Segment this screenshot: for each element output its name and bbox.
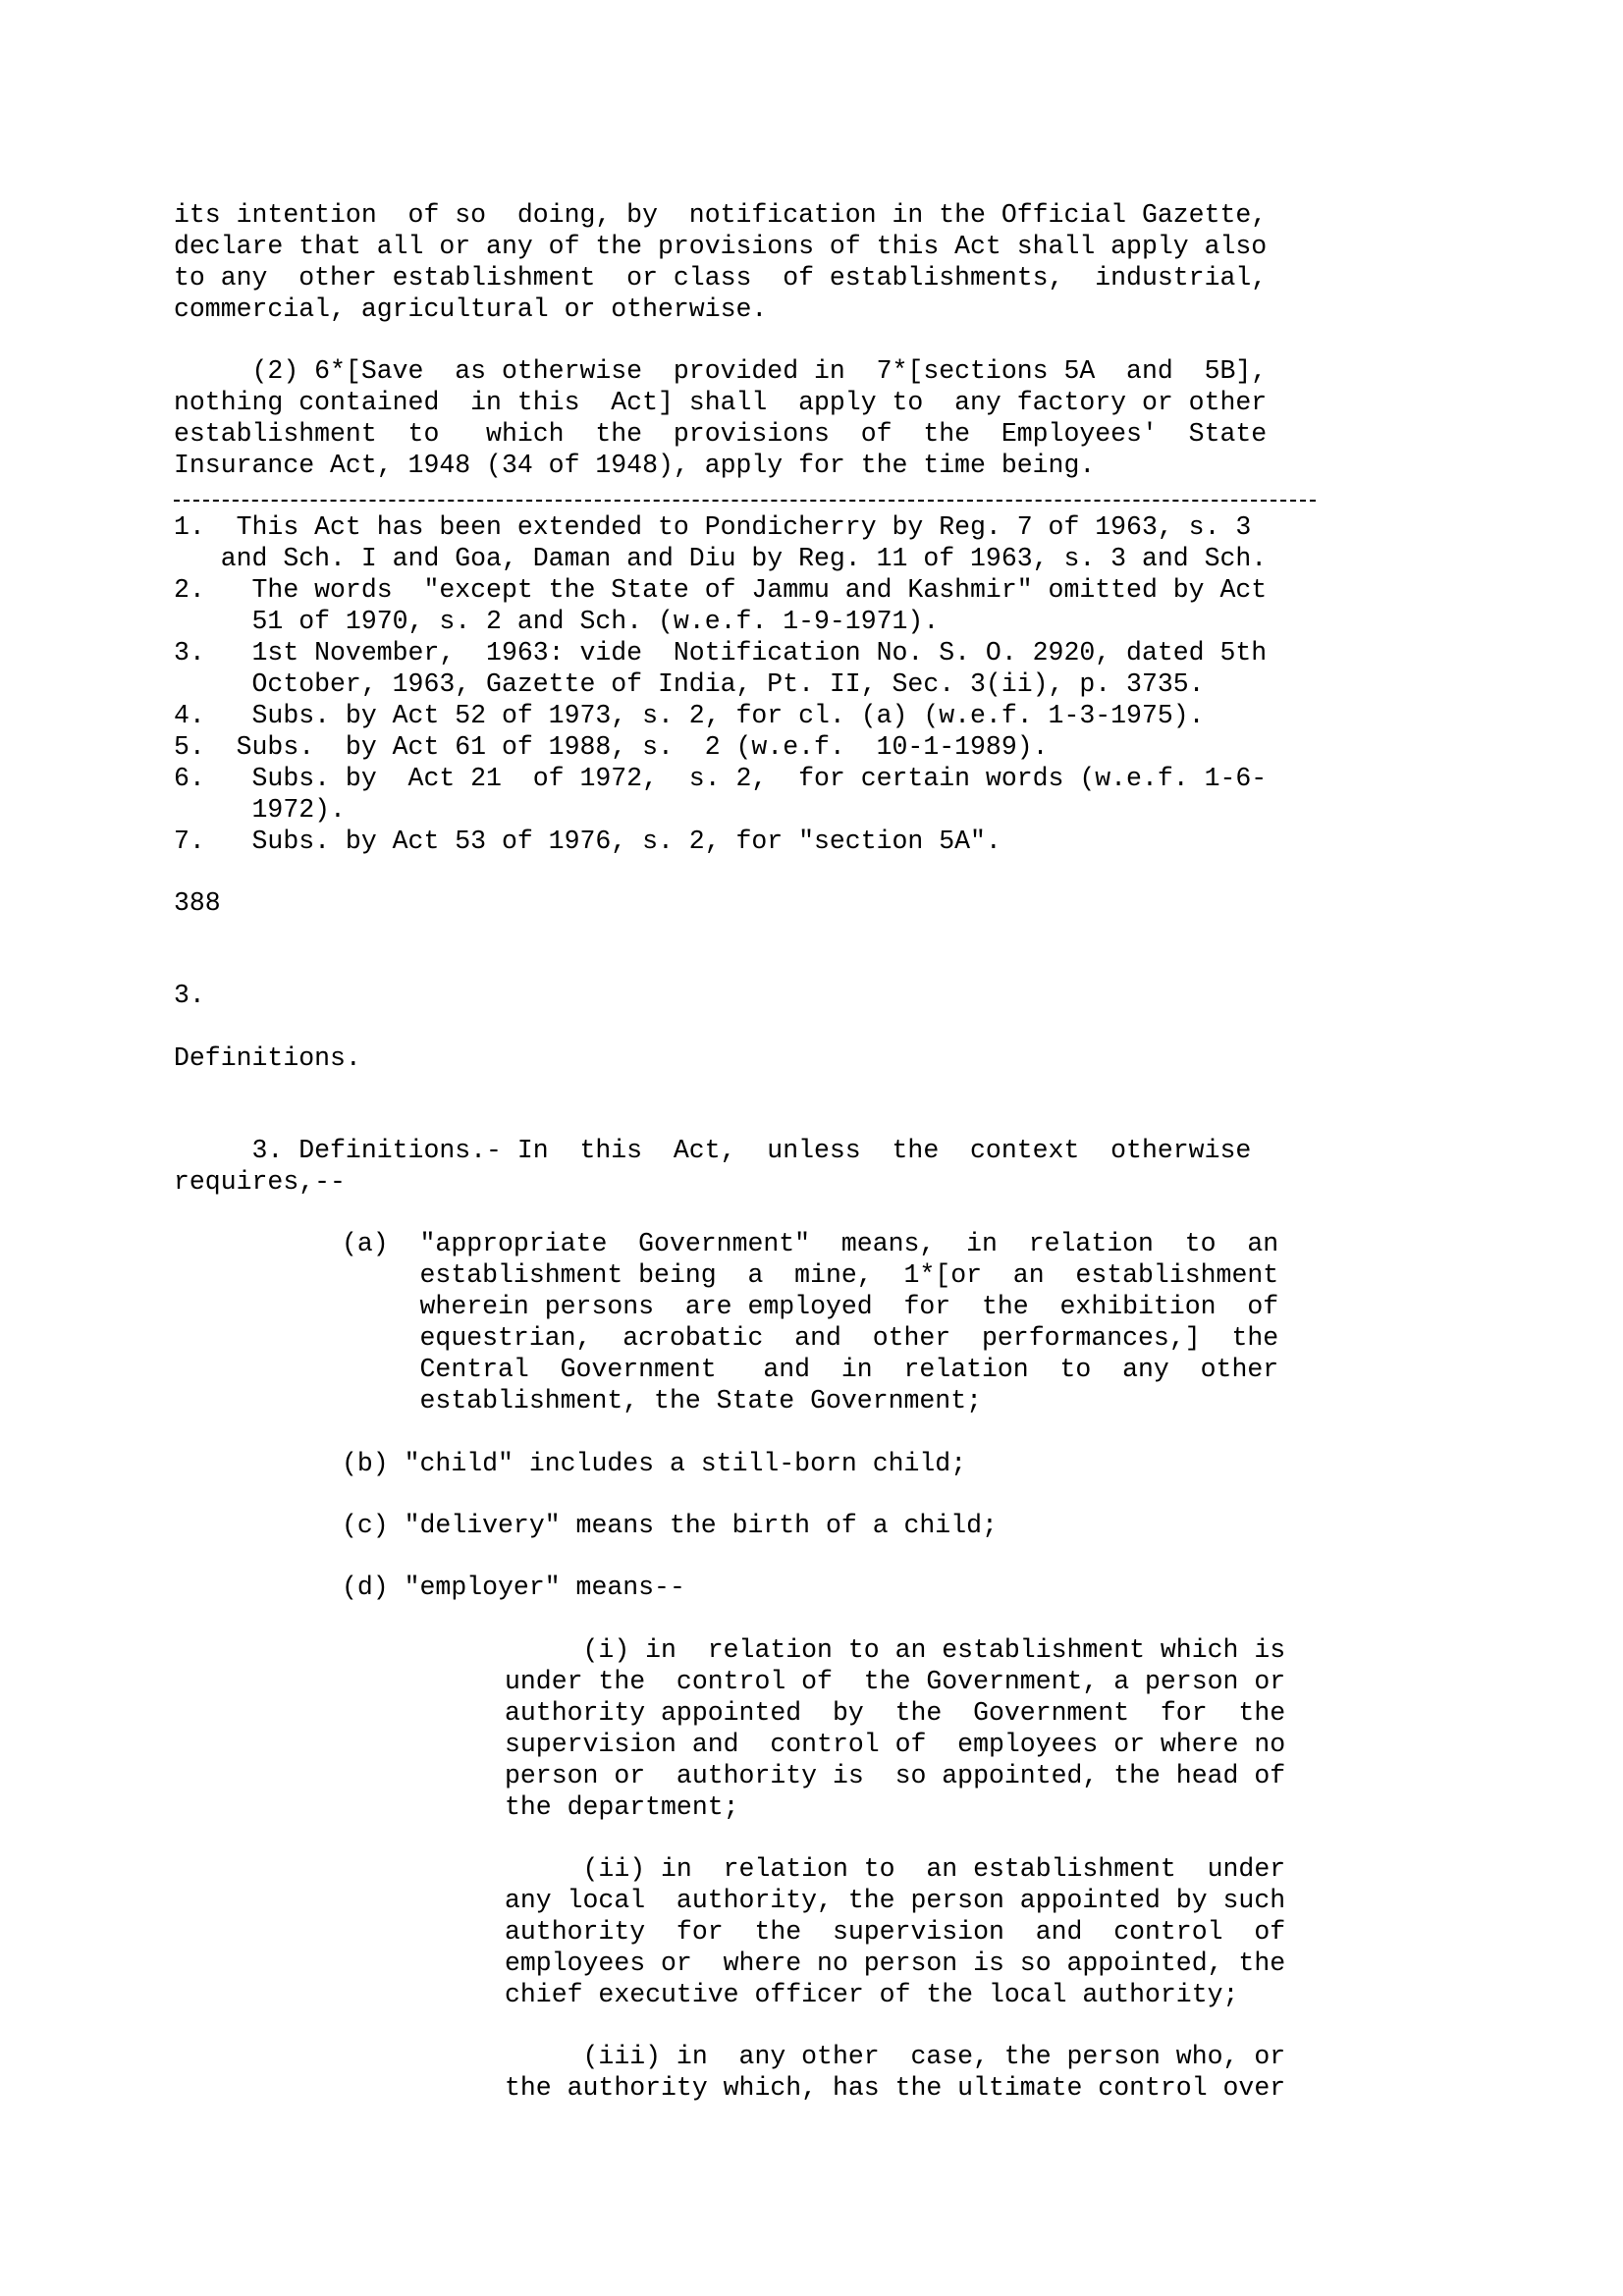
footnote-line: 3. 1st November, 1963: vide Notification No. S. O. 2920, dated 5th: [174, 638, 1268, 667]
text-line: Insurance Act, 1948 (34 of 1948), apply for the time being.: [174, 451, 1096, 480]
footnote-line: October, 1963, Gazette of India, Pt. II, Sec. 3(ii), p. 3735.: [174, 669, 1205, 699]
text-line: commercial, agricultural or otherwise.: [174, 294, 768, 324]
footnote-line: 51 of 1970, s. 2 and Sch. (w.e.f. 1-9-1971).: [174, 607, 940, 636]
page-number: 388: [174, 888, 221, 918]
subclause-line: chief executive officer of the local authority;: [505, 1980, 1239, 2009]
clause-line: (b) "child" includes a still-born child;: [342, 1449, 967, 1478]
text-line: 3. Definitions.- In this Act, unless the context otherwise: [174, 1136, 1252, 1165]
subclause-line: (ii) in relation to an establishment under: [505, 1854, 1286, 1884]
subclause-line: authority for the supervision and control of: [505, 1917, 1286, 1947]
clause-line: equestrian, acrobatic and other performances,] the: [342, 1323, 1279, 1353]
text-line: establishment to which the provisions of the Employees' State: [174, 419, 1268, 449]
subclause-line: (iii) in any other case, the person who, or: [505, 2042, 1286, 2071]
footnote-line: 1. This Act has been extended to Pondicherry by Reg. 7 of 1963, s. 3: [174, 512, 1252, 542]
clause-line: Central Government and in relation to any other: [342, 1355, 1279, 1384]
footnote-line: and Sch. I and Goa, Daman and Diu by Reg. 11 of 1963, s. 3 and Sch.: [174, 544, 1268, 573]
footnote-line: 7. Subs. by Act 53 of 1976, s. 2, for "section 5A".: [174, 827, 1001, 856]
clause-line: establishment being a mine, 1*[or an establishment: [342, 1260, 1279, 1290]
clause-line: wherein persons are employed for the exhibition of: [342, 1292, 1279, 1321]
subclause-line: person or authority is so appointed, the head of: [505, 1761, 1286, 1790]
section-heading: Definitions.: [174, 1043, 361, 1073]
subclause-line: employees or where no person is so appointed, the: [505, 1949, 1286, 1978]
text-line: requires,--: [174, 1167, 346, 1197]
subclause-line: supervision and control of employees or where no: [505, 1730, 1286, 1759]
subclause-line: the authority which, has the ultimate control over: [505, 2073, 1286, 2103]
footnote-line: 6. Subs. by Act 21 of 1972, s. 2, for certain words (w.e.f. 1-6-: [174, 764, 1268, 793]
section-number: 3.: [174, 981, 205, 1010]
text-line: declare that all or any of the provisions of this Act shall apply also: [174, 232, 1268, 261]
subclause-line: authority appointed by the Government for the: [505, 1698, 1286, 1728]
footnote-divider: [174, 500, 1316, 502]
footnote-line: 1972).: [174, 795, 346, 825]
text-line: nothing contained in this Act] shall apply to any factory or other: [174, 388, 1268, 417]
subclause-line: under the control of the Government, a person or: [505, 1667, 1286, 1696]
text-line: its intention of so doing, by notification in the Official Gazette,: [174, 200, 1268, 230]
clause-line: establishment, the State Government;: [342, 1386, 983, 1415]
footnote-line: 4. Subs. by Act 52 of 1973, s. 2, for cl. (a) (w.e.f. 1-3-1975).: [174, 701, 1205, 730]
clause-line: (c) "delivery" means the birth of a child;: [342, 1511, 998, 1540]
clause-line: (a) "appropriate Government" means, in relation to an: [342, 1229, 1279, 1258]
clause-line: (d) "employer" means--: [342, 1573, 685, 1602]
subclause-line: the department;: [505, 1792, 739, 1822]
subclause-line: any local authority, the person appointed by such: [505, 1886, 1286, 1915]
subclause-line: (i) in relation to an establishment which is: [505, 1635, 1286, 1665]
text-line: to any other establishment or class of establishments, industrial,: [174, 263, 1268, 293]
footnote-line: 2. The words "except the State of Jammu and Kashmir" omitted by Act: [174, 575, 1268, 605]
footnote-line: 5. Subs. by Act 61 of 1988, s. 2 (w.e.f. 10-1-1989).: [174, 732, 1049, 762]
text-line: (2) 6*[Save as otherwise provided in 7*[sections 5A and 5B],: [174, 356, 1268, 386]
